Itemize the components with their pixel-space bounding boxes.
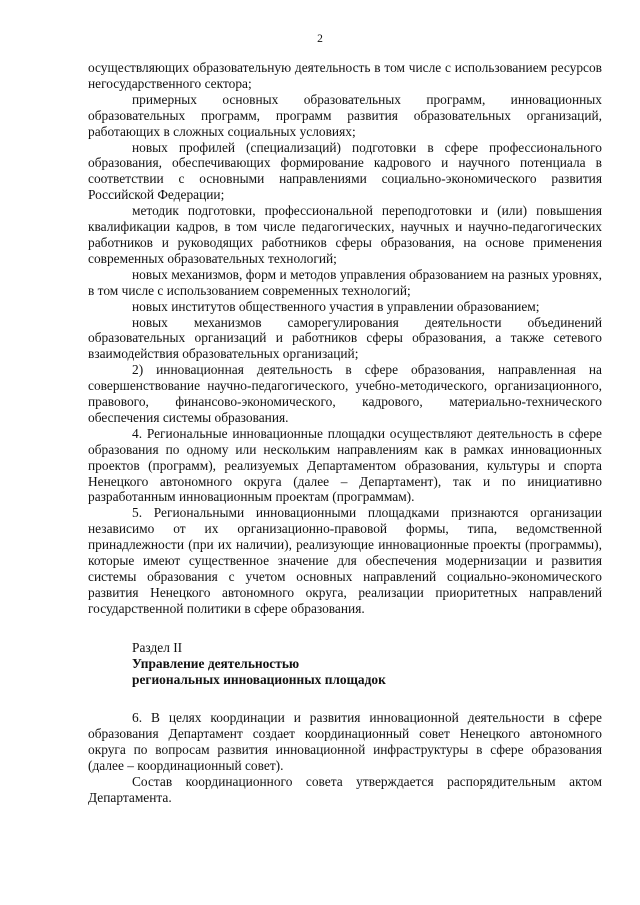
paragraph: новых механизмов, форм и методов управления образованием на разных уровнях, в том числе с использованием современных технологий; bbox=[88, 266, 602, 298]
section-title-line-2: региональных инновационных площадок bbox=[132, 671, 386, 687]
paragraph: примерных основных образовательных программ, инновационных образовательных программ, программ развития образовательных организаций, работающих в сложных социальных условиях; bbox=[88, 91, 602, 139]
paragraph: 2) инновационная деятельность в сфере образования, направленная на совершенствование научно-педагогического, учебно-методического, организационного, правового, финансово-экономического, кадрового, материально-технического обеспечения системы образования. bbox=[88, 362, 602, 425]
paragraph: методик подготовки, профессиональной переподготовки и (или) повышения квалификации кадров, в том числе педагогических, научных и научно-педагогических работников и руководящих работников сферы образования, на основе применения современных образовательных технологий; bbox=[88, 203, 602, 266]
paragraph: новых профилей (специализаций) подготовки в сфере профессионального образования, обеспечивающих формирование кадрового и научного потенциала в соответствии с основными направлениями социально-экономического развития Российской Федерации; bbox=[88, 139, 602, 203]
section-title-line-1: Управление деятельностью bbox=[132, 655, 300, 671]
section-label: Раздел II bbox=[132, 639, 183, 655]
paragraph: Состав координационного совета утверждается распорядительным актом Департамента. bbox=[88, 774, 602, 805]
paragraph: новых механизмов саморегулирования деятельности объединений образовательных организаций и работников сферы образования, а также сетевого взаимодействия образовательных организаций; bbox=[88, 314, 602, 362]
paragraph: осуществляющих образовательную деятельность в том числе с использованием ресурсов негосударственного сектора; bbox=[88, 60, 602, 91]
paragraph: новых институтов общественного участия в управлении образованием; bbox=[132, 298, 540, 314]
paragraph: 4. Региональные инновационные площадки осуществляют деятельность в сфере образования по одному или нескольким направлениям как в рамках инновационных проектов (программ), реализуемых Департаментом образования, культуры и спорта Ненецкого автономного округа (далее – Департамент), так и по инициативно разработанным инновационным проектам (программам). bbox=[88, 425, 602, 505]
page-number: 2 bbox=[317, 33, 323, 45]
document-body bbox=[88, 60, 602, 806]
paragraph: 6. В целях координации и развития инновационной деятельности в сфере образования Департамент создает координационный совет Ненецкого автономного округа по вопросам развития инновационной инфраструктуры в сфере образования (далее – координационный совет). bbox=[88, 710, 602, 774]
paragraph: 5. Региональными инновационными площадками признаются организации независимо от их организационно-правовой формы, типа, ведомственной принадлежности (при их наличии), реализующие инновационные проекты (программы), которые имеют существенное значение для обеспечения модернизации и развития системы образования с учетом основных направлений социально-экономического развития Ненецкого автономного округа, реализации приоритетных направлений государственной политики в сфере образования. bbox=[88, 505, 602, 616]
